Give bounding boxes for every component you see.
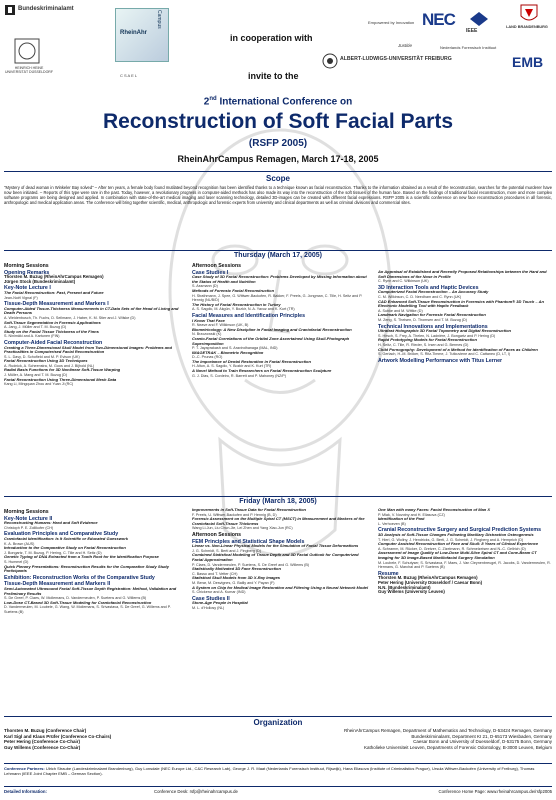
speaker-name: Thorsten M. Buzug (RheinAhrCampus Remagen) (378, 575, 478, 581)
talk-authors: C. Rynn and C. Wilkinson (UK) (378, 279, 429, 284)
session-title: Artwork Modelling Performance with Titus Lerner (378, 357, 503, 364)
divider (4, 250, 552, 251)
talk-authors: S. Chickerur and A. Kumar (IND) (192, 590, 246, 595)
talk-title: Computer-Aided Tissue-Thickness Measurements in CT-Data Sets of the Head of Living and Death Persons (4, 305, 179, 316)
talk-authors: D.-C. Prunas (RO) (192, 355, 223, 360)
talk-authors: M. Berar, M. Desvignes, G. Bailly and Y. Payan (F) (192, 580, 275, 585)
details-block (4, 789, 552, 794)
organization-heading: Organization (253, 718, 303, 727)
talk-authors: Christoph P. E. Zollikofer (CH) (4, 525, 54, 530)
talk-title: Facial Reconstruction Using 3D Techniques (4, 358, 88, 364)
partners-label: Conference Partners: (4, 766, 45, 771)
speaker-name: Guy Willems (University Leuven) (378, 589, 445, 595)
talk-authors: S. L. Davy, D. Schofield and M. P. Evison (UK) (4, 354, 80, 359)
session-title: Computer-Aided Facial Reconstruction (4, 339, 103, 346)
talk-title: IMAGETRAK – Biometric Recognition (192, 349, 264, 355)
bka-logo-text: Bundeskriminalamt (18, 6, 74, 12)
speaker-name: N.N. (Bundeskriminalamt) (378, 584, 431, 590)
talk-title: One Man with many Faces: Facial Reconstruction of Man X (378, 508, 491, 512)
talk-authors: A. Schramm, M. Rücker, D. Gretzer, C. Zizelmann, R. Schmelzeisen and N.-C. Gellrich (D) (378, 546, 526, 551)
freiburg-seal-icon (322, 53, 338, 69)
talk-title: Ultrafast Holographic 3D Facial Topometry and Digital Reconstruction (378, 328, 511, 334)
talk-title: Creating a Three-Dimensional Skull Model from Two-Dimensional Images: Problems and Practicalities in Computerised Facial Reconstruction (4, 344, 172, 355)
talk-authors: Kang Li, Mingquan Zhou and Yuan Ji (RC) (4, 382, 74, 387)
talk-authors: J. Müller, A. Mang and T. M. Buzug (D) (4, 373, 68, 378)
thursday-column-2 (192, 262, 370, 494)
talk-title: I Know That Face (192, 317, 225, 323)
talk-authors: H. Seitz, C. Tille, R. Rieder, S. Irsen and G. Bermes (D) (378, 342, 469, 347)
talk-authors: S. Ninimäki and A. Kartunen (FIN) (4, 334, 60, 339)
talk-title: A System on Chip for Medical Image Restoration and Filtering Using a Neural Network Model (192, 584, 369, 590)
talk-authors: N. Brzozowski (K) (192, 332, 222, 337)
ieee-diamond-icon (470, 12, 488, 26)
talk-title: Facial Reconstruction Using Three-Dimensional Mesh Data (4, 376, 117, 382)
conference-homepage-link[interactable]: Conference Home Page: www.rheinahrcampus.de/rsfp2005 (438, 789, 552, 794)
org-right-2: Caesar Bonn and University of Duesseldorf, D-53175 Bonn, Germany (413, 739, 552, 745)
bka-eagle-icon (4, 4, 16, 16)
talk-authors: G. J. Dias, S. Cordeiro, R. Barrett and P. Mahoney (NZ/P) (192, 373, 286, 378)
talk-title: An Appraisal of Established and Recently Proposed Relationships between the Hard and Soft Dimensions of the Nose in Profile (378, 270, 547, 279)
csa-logo-text: C S A E L (120, 73, 138, 78)
session-label: Afternoon Sessions (192, 531, 242, 538)
session-title: Key-Note Lecture II (4, 515, 53, 522)
conference-name: International Conference on (219, 96, 353, 108)
talk-title: Identification of the Past (378, 516, 425, 522)
talk-title: The Facial Reconstruction: Past, Present and Future (4, 289, 104, 295)
brandenburg-crest-icon (520, 4, 538, 24)
org-left-3: Guy Willems (Conference Co-Chair) (4, 744, 81, 750)
thursday-column-1 (4, 262, 184, 494)
brandenburg-logo-text: LAND BRANDENBURG (506, 25, 548, 29)
scope-text: "Mystery of dead woman in Winkeler Bay solved" – After ten years, a female body found mutilated beyond recognition has been identified thanks to a technique known as facial reconstruction. Thanks to the information obtained as a result of the reconstruction, searches for the potential murderer have now been initiated. – Reports of this type were rare in the past. Today, however, a revolutionary progress in computer-aided methods has also made its way into the reconstruction of the soft tissues of the human face. Based on the findings of traditional facial reconstruction, more and more complex software programs are being designed and applied. In combination with state-of-the-art medical imaging and laser scanning technology, detailed 3D-images can be created with different facial expressions. RSFP 2005 is a scientific conference on new face reconstruction procedures in all forensic, anthropologic and medical application areas. The conference will bring together scientific, medical, anthropologic and forensic experts from university and clinical departments as well as criminal divisions and commercial sites. (4, 185, 552, 206)
talk-title: Child Pornography: Development of a Method for Identification of Faces as Children (378, 346, 538, 352)
speaker-name: Jürgen Stock (Bundeskriminalamt) (4, 278, 76, 284)
talk-title: The Importance of Dental Restoration in Facial Reconstruction (192, 358, 311, 364)
org-right-1: Bundeskriminalamt, Department KI 21, D-65173 Wiesbaden, Germany (411, 733, 552, 739)
conference-desk-link[interactable]: Conference Desk: rsfp@rheinahrcampus.de (154, 789, 238, 794)
talk-title: Assessment of Image Quality of Low-Dose Multi-Slice Spiral CT and Cone-Beam CT Imaging for 3D Image-Based Maxillofacial Surgery Simulation (378, 550, 537, 560)
org-left-1: Karl Sigl and Klaus Prüfer (Conference Co-Chairs) (4, 733, 112, 739)
talk-title: Combined Statistical Modeling of Tissue Depth and 3D Facial Outlook for Computerized Facial Approximation (192, 552, 359, 562)
session-title: 3D Interaction Tools and Haptic Devices (378, 284, 479, 291)
talk-authors: S. Assmann (D) (192, 284, 218, 289)
talk-title: Methods of Forensic Facial Reconstruction (192, 287, 275, 293)
talk-authors: K. A. Brown (AUS) (4, 541, 35, 546)
divider (4, 496, 552, 497)
talk-title: Introduction to the Comparative Study on Facial Reconstruction (4, 545, 126, 551)
talk-authors: Wang Li-Jun, Liu Chun-Jie, Lei Zhen and Yang Xiao-Jun (RC) (192, 526, 293, 531)
nfi-justitie-text: Justitie (398, 43, 413, 48)
talk-title: Low-Dose CT-Based 3D Soft-Tissue Modeling for Craniofacial Reconstruction (4, 599, 152, 605)
talk-title: Linear vs. Non-Linear Physical Models for the Simulation of Facial Tissue Deformations (192, 543, 359, 549)
friday-column-3 (378, 508, 552, 718)
rheinahr-logo-text: RheinAhr (120, 30, 147, 36)
talk-title: Stone-Age People in Hospital (192, 600, 248, 606)
talk-authors: S. Hummel (D) (4, 559, 29, 564)
session-title: Evaluation Principles and Comparative Study (4, 531, 119, 538)
nec-logo: NEC (422, 10, 455, 29)
talk-authors: S. De Greef, P. Claes, W. Mollemans, D. Vandermeulen, P. Suetens and G. Willems (B) (4, 596, 147, 601)
divider (4, 763, 552, 764)
talk-authors: P. Mlak, V. Novotny and H. Eliasova (CZ) (378, 512, 445, 517)
nec-tagline: Empowered by Innovation (368, 20, 415, 25)
partners-text: Ulrich Straube (Landeskriminalamt Brandenburg), Guy Lonsdale (NEC Europe Ltd., C&C Research Lab), George J. R. Maat (Nederlands Forensisch Instituut, Rijswijk), Hana Eliasova (Institute of Criminalistics Prague), Ursula Wittwer-Backofen (University of Freiburg), Thomas Lehmann (IEEE Joint Chapter EMB – German Section). (4, 766, 535, 776)
talk-title: Quick Plenary Presentations: Reconstruction Results for the Comparative Study Study Participants (4, 563, 169, 574)
session-title: Key-Note Lecture I (4, 285, 51, 292)
divider (4, 171, 552, 172)
conference-title: Reconstruction of Soft Facial Parts (102, 110, 454, 133)
talk-authors: D. Vandermeulen, M. Loubele, G. Wang, W. Mollemans, S. Srivastava, S. De Greef, G. Willems and P. Suetens (B) (4, 605, 171, 614)
talk-authors: L. Verhoeven (B) (378, 521, 406, 526)
conference-number: 2 (203, 96, 210, 108)
talk-authors: A. Weidenbusch, Th. Fuchs, D. Seilmann, J. Haber, K. M. Stier and J. Wilske (D) (4, 315, 136, 320)
talk-title: Biometricology: A New Discipline in Facial Imaging and Craniofacial Reconstruction (192, 326, 352, 332)
partners-block (4, 766, 552, 776)
org-right-3: Katholieke Universiteit Leuven, Departments of Forensic Odontology, B-3000 Leuven, Belgium (363, 744, 552, 750)
talk-title: A Novel Method to Train Researchers on Facial Reconstruction Sculpture (192, 368, 332, 374)
friday-column-2 (192, 508, 370, 718)
talk-title: Computerized Facial Reconstruction – An Accuracy Study (378, 289, 489, 295)
talk-title: 3D Analysis of Soft-Tissue Changes Following Maxillary Distraction Osteogenesis (378, 531, 534, 537)
session-title: Opening Remarks (4, 269, 50, 276)
talk-authors: J. Bongartz, T. M. Buzug, P. Hering, C. Tille and H. Seitz (D) (4, 550, 102, 555)
talk-authors: A. Subke and M. Wittke (D) (378, 308, 423, 313)
talk-title: Radial Basis Functions for 3D Nonlinear Soft-Tissue Warping (4, 367, 121, 373)
talk-authors: F. Preels, U. Wittwer-Backofen and P. Hennig (B, D) (192, 512, 277, 517)
talk-title: Craniofacial Identification: Is It Scientific or Educated Guesswork (4, 535, 129, 541)
talk-title: Improvements in Soft-Tissue Data for Facial Reconstruction (192, 508, 306, 512)
freiburg-logo-text: ALBERT-LUDWIGS-UNIVERSITÄT FREIBURG (340, 56, 452, 62)
thursday-column-3 (378, 270, 552, 494)
talk-title: Soft-Tissue Segmentation in Forensic Applications (4, 319, 101, 325)
session-label: Morning Sessions (4, 263, 49, 269)
talk-authors: J. G. Schmidt, S. Berti and J. Fingberg (D) (192, 548, 262, 553)
session-title: Exhibition: Reconstruction Works of the Comparative Study (4, 574, 155, 581)
talk-authors: M. Loubele, F. Schutyser, S. Srivastava, F. Maes, J. Van Cleynenbreugel, R. Jacobs, D. Vandermeulen, R. Hermans, G. Marchal and P. Suetens (B) (378, 560, 551, 570)
talk-authors: S. Hirsch, S. Frey, A. Thelen, N. Ladnière, J. Bongartz and P. Hering (D) (378, 333, 496, 338)
talk-title: The History of Facial Reconstruction in Turkey (192, 301, 281, 307)
session-title: Resume (378, 570, 399, 577)
talk-authors: H. Altun, A. S. Sagdic, Y. Bozkir and K. Kurt (TR) (192, 364, 272, 369)
talk-title: Statistical Skull Models from 3D X-Ray Images (192, 575, 281, 581)
talk-title: Rapid Prototyping Models for Facial Reconstruction (378, 337, 477, 343)
details-label: Detailed Information: (4, 789, 47, 794)
speaker-name: Thorsten M. Buzug (RheinAhrCampus Remagen) (4, 274, 104, 280)
nfi-logo-text: Nederlands Forensisch Instituut (440, 45, 497, 50)
session-title: FEM Principles and Statistical Shape Models (192, 538, 305, 545)
thursday-heading: Thursday (March 17, 2005) (234, 252, 322, 259)
talk-authors: A. S. Sagdic, M. Akgün, Y. Bozkir, N. A. Yavuz and K. Kurt (TR) (192, 307, 295, 312)
talk-authors: S. Gerlach, H.-M. Bröker, S. Ritz-Timme, J. Tutkuviene and C. Cattaneo (D, LT, I) (378, 352, 510, 357)
conference-venue: RheinAhrCampus Remagen, March 17-18, 2005 (177, 154, 379, 164)
divider (4, 716, 552, 717)
talk-authors: R. Neave and F. Wilkinson (UK, B) (192, 323, 249, 328)
org-left-2: Peter Hering (Conference Co-Chair) (4, 739, 81, 745)
ieee-logo-text: IEEE (466, 28, 478, 34)
talk-title: Statistically Motivated 3D Face Reconstruction (192, 566, 281, 572)
divider (4, 786, 552, 787)
talk-authors: A. Jang, J. Müller and T. M. Buzug (D) (4, 325, 67, 330)
speaker-name: Peter Hering (University Düsseldorf / Caesar Bonn) (378, 579, 483, 585)
talk-authors: A. Rudnick, A. Scheenstra, M. Goos and J. Bijhold (NL) (4, 363, 95, 368)
cooperation-text: in cooperation with (230, 33, 313, 43)
talk-authors: P. Claes, D. Vandermeulen, P. Suetens, S. De Greef and G. Willems (B) (192, 562, 310, 567)
talk-authors: M. Zeng, S. Theisen, D. Thomsen and T. M. Buzug (D) (378, 317, 467, 322)
session-title: Facial Measures and Identification Principles (192, 312, 306, 319)
talk-title: Case Study of 3D Facial Reconstruction: Problems Developed by Missing Information about the Status of Health and Nutrition (192, 274, 367, 284)
session-title: Cranial Reconstructive Surgery and Surgical Prediction Systems (378, 527, 542, 534)
session-title: Case Studies I (192, 269, 229, 276)
talk-title: Semi-Automated Ultrasound Facial Soft-Tissue Depth Registration: Method, Validation and Preliminary Results (4, 585, 177, 596)
session-label: Morning Sessions (4, 509, 49, 515)
session-title: Tissue-Depth Measurement and Markers II (4, 581, 111, 588)
conference-short: (RSFP 2005) (248, 138, 308, 149)
session-title: Tissue-Depth Measurement and Markers I (4, 301, 109, 308)
session-title: Case Studies II (192, 595, 230, 602)
talk-title: Study on the Facial Tissue Thickness of the Finns (4, 328, 99, 334)
hhu-logo-text: HEINRICH HEINE UNIVERSITÄT DÜSSELDORF (5, 66, 53, 74)
talk-authors: M. L. d'Hollosy (NL) (192, 605, 225, 610)
scope-heading: Scope (265, 174, 290, 183)
header-logos (0, 0, 556, 92)
friday-heading: Friday (March 18, 2005) (239, 498, 317, 505)
emb-logo: EMB (512, 54, 544, 70)
friday-column-1 (4, 508, 184, 718)
talk-authors: C. Basso and T. Vetter (CH) (192, 571, 238, 576)
invite-text: invite to the (248, 71, 299, 81)
talk-authors: C. M. Wilkinson, C. D. Needham and C. Rynn (UK) (378, 294, 462, 299)
talk-title: Genetic Typing of DNA Extracted from a Tooth Root for the Identification Purpose (4, 554, 159, 560)
talk-authors: H. Strathmann, J. Spee, G. Wittwer-Backofen, R. Bakker, F. Preels, G. Jongman, C. Tille, H. Seitz and P. Hennig (NL/B/D) (192, 293, 363, 303)
org-left-0: Thorsten M. Buzug (Conference Chair) (4, 728, 87, 733)
hhu-seal-icon (14, 38, 40, 64)
talk-title: Forensic Assessment on the Multiple Spiral CT (MSCT) in Measurement and Markers of the Craniofacial Soft-Tissue Thickness (192, 516, 365, 526)
talk-authors: Jean-Noël Vignal (F) (4, 295, 38, 300)
session-title: Technical Innovations and Implementations (378, 323, 488, 330)
talk-title: CAD Enhanced Soft-Tissue Reconstruction in Forensics with Phantom® 3D Touch – An Electronic Modelling Tool with Haptic Feedback (378, 298, 544, 309)
conference-number-suffix: nd (209, 96, 217, 102)
campus-logo-text: Campus (156, 10, 162, 29)
talk-title: Computer Assisted Reconstruction of Face and Skull: 8 Years of Clinical Experience (378, 541, 539, 547)
talk-title: Reconstructing Humans: Hard and Soft Evidence (4, 520, 98, 526)
talk-authors: T. Hierl, G. Wollny, J. Hendricks, G. Berti, J. G. Schmidt, J. Fingberg and A. Hemprich (D) (378, 537, 524, 542)
talk-title: Landmark Navigation for Forensic Facial Reconstruction (378, 312, 486, 318)
org-right-0: RheinAhrCampus Remagen, Department of Mathematics and Technology, D-53424 Remagen, Germany (344, 728, 552, 733)
talk-title: Cranio-Facial Correlations of the Orbital Zone Ascertained Using Skull-Photograph Superimposition (192, 335, 350, 346)
talk-authors: P. T. Jayaprakash and S. Aravindhanaga (MAL, IND) (192, 346, 278, 351)
conference-subtitle (0, 96, 556, 107)
session-label: Afternoon Sessions (192, 263, 242, 269)
